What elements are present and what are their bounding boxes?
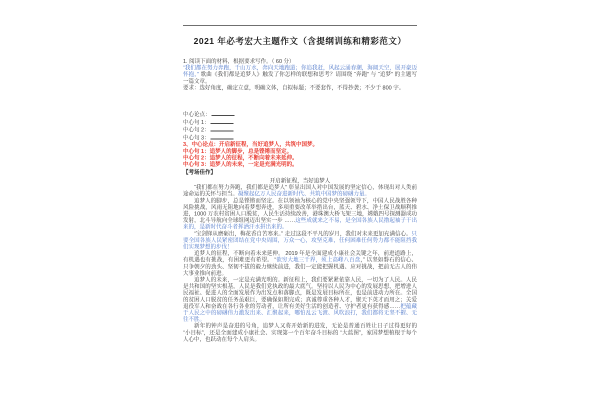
prompt-paragraph	[183, 65, 417, 85]
text-segment: 凝聚起亿万人民奋进新时代、共筑中国梦的磅礴力量。	[238, 191, 370, 198]
essay-paragraph	[183, 277, 417, 323]
text-segment: 只要全国各族人民紧密团结在党中央周围，万众一心，攻坚克难，任何困难任何势力都不能阻挡我们实现梦想的步伐！	[183, 230, 417, 251]
text-segment: “我们都在努力奔跑，我们都是追梦人” 彰显出国人对中国发展的坚定信心，体现出对人类前途命运的关怀与担当。	[183, 184, 417, 198]
prompt-paragraph	[183, 85, 417, 92]
essay-body	[183, 185, 417, 343]
essay-paragraph	[183, 231, 417, 251]
outline-answer-line: 中心句 3：追梦人的未来，一定是充满光明的。	[183, 161, 298, 168]
text-segment: “宝剑锋从磨砺出，梅花香自苦寒来。” 走过这段不平凡的岁月，我们对未来更加充满信心。	[194, 230, 412, 237]
outline-answer-line: 中心句 1：追梦人的脚步，总是铿锵而坚定。	[183, 148, 293, 155]
text-segment: 追梦人的征程，不断向着未来延伸。 2019 年是全面建成小康社会关键之年，前进道路上，有机遇也有挑战，有困难更有希望。 “	[183, 250, 417, 264]
text-segment: 新年的钟声是奋进的号角，追梦人又将开始新的进发，无论是普通百姓让日子过得更好的 “小目标”，还是全面建成小康社会、实现第一个百年奋斗目标的 “大蓝图”，家国梦想植根于每个人心中，也跃动在每个人肩头。	[183, 323, 417, 343]
blank-underline	[211, 134, 234, 140]
essay-paragraph	[183, 323, 417, 343]
text-segment: 歌曲《我们都是追梦人》触发了你怎样的联想和思考？请围绕 “奔跑” 与 “追梦” 的主题写一篇文章。	[183, 71, 417, 85]
text-segment: 把蕴藏于人民之中的磅礴伟力激发出来、汇聚起来，哪怕乱云飞渡、风吹浪打，我们都将无坚不摧、无往不胜。	[183, 303, 418, 323]
text-segment: 欲穷大地三千界，须上高峰八百盘	[276, 257, 361, 264]
blank-label: 中心句 2：	[183, 127, 210, 134]
outline-blanks	[183, 111, 417, 142]
page-title: 2021 年必考宏大主题作文（含提纲训练和精彩范文）	[193, 36, 407, 46]
blank-label: 中心论点：	[183, 111, 211, 118]
text-segment: 这些成就来之不易，是全国各族人民撸起袖子干出来的，是新时代奋斗者挥洒汗水拼出来的。	[183, 217, 417, 231]
outline-answer-line: 3、中心论点：开启新征程，当好追梦人，共筑中国梦。	[183, 141, 319, 148]
text-segment: 追梦人的脚步，总是铿锵而坚定。在以领袖为核心的党中央坚强领导下，中国人民战胜各种风险挑战，风雨无阻地向着梦想奔进，多项重要改革举措出台，蓝天、碧水、净土保卫战顺利推进，1000 万农村贫困人口脱贫，人民生活持续改善，港珠澳大桥飞架三地，嫦娥四号探测器成功发射，北斗导航向全球组网迈出坚实一步 ……	[183, 197, 417, 224]
text-segment: 追梦人的未来，一定是充满光明的。新征程上，我们要紧紧依靠人民，一切为了人民。人民是共和国的坚实根基，人民是我们党执政的最大底气。坚持以人民为中心的发展思想，把增进人民福祉、促进人的全面发展作为出发点和落脚点，既是发展目标所在，也是前进动力所在。全国的贫困人口脱贫的任务虽艰巨，要确保如期完成；真诚尊重各种人才，聚天下英才而用之；关爱退役军人和奋战在各行各业的劳动者，让所有美好生活的创造者、守护者更有获得感……	[183, 277, 417, 310]
essay-title: 开启新征程，当好追梦人	[269, 178, 331, 185]
section-header: 【考场佳作】	[183, 169, 216, 176]
outline-answers	[183, 142, 417, 168]
prompt-block	[183, 59, 417, 92]
blank-label: 中心句 1：	[183, 119, 210, 126]
text-segment: ，” 以坚如磐石的信心、只争朝夕的劲头、坚韧不拔的毅力继续前进，我们一定能把握机遇、应对挑战，把前无古人的伟大事业推向前进。	[183, 257, 418, 277]
essay-paragraph	[183, 251, 417, 277]
text-segment: 1. 阅读下面的材料，根据要求写作。（ 60 分）	[183, 58, 295, 65]
text-segment: “我们都在努力奔跑，千山万水，奔向天地跑道；你追我赶，风起云涌春潮，海阔天空，展开豪迈怀抱，”	[183, 65, 417, 78]
blank-underline	[211, 118, 234, 124]
header-rule	[183, 25, 417, 26]
outline-answer-line: 中心句 2：追梦人的征程，不断向着未来延伸。	[183, 154, 298, 161]
outline-blank-row	[183, 126, 417, 134]
blank-underline	[211, 126, 234, 132]
document-page	[183, 25, 417, 343]
blank-underline	[212, 111, 235, 117]
text-segment: 要求：选好角度，确定立意，明确文体，自拟标题；不要套作，不得抄袭；不少于 800 字。	[183, 84, 405, 91]
essay-paragraph	[183, 198, 417, 231]
outline-blank-row	[183, 111, 417, 119]
essay-paragraph	[183, 185, 417, 198]
outline-blank-row	[183, 118, 417, 126]
blank-label: 中心句 3：	[183, 134, 210, 141]
